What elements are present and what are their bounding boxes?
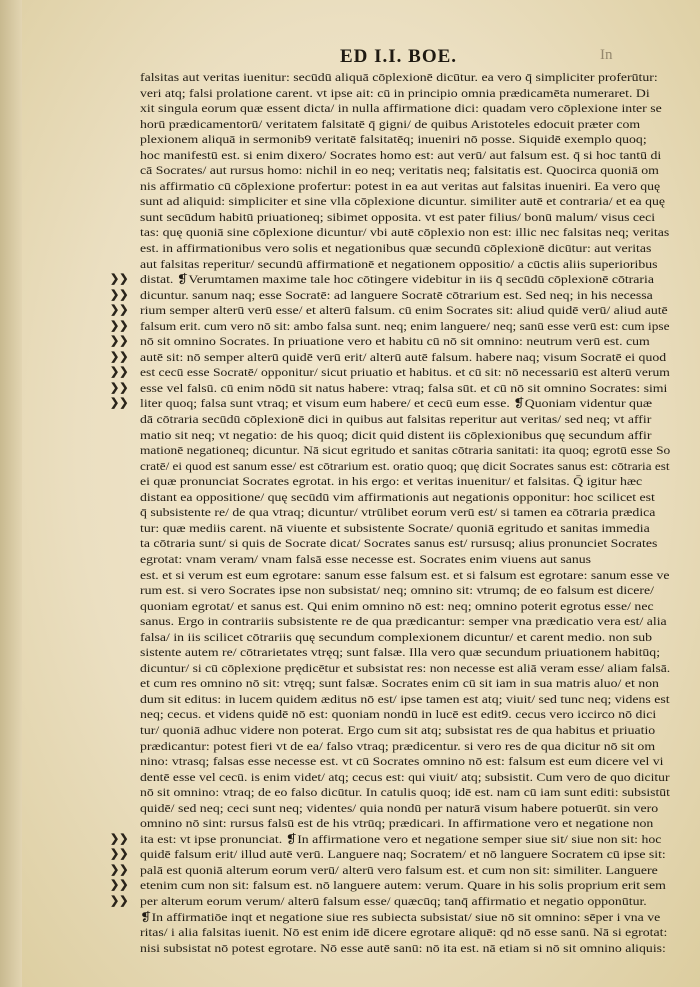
text-line [110, 380, 670, 397]
margin-marker: ❯❯ [110, 304, 129, 317]
line-text: sunt ad aliquid: simpliciter et sine vlla cōplexione dicuntur. similiter autē et contraria/ et ea quę [140, 194, 666, 209]
line-text: ❡In affirmatiōe inqt et negatione siue res subiecta subsistat/ siue nō sit omnino: sēper i vna ve [140, 909, 661, 924]
line-text: prædicantur: potest fieri vt de ea/ falso vtraq; prædicentur. si vero res de qua dicitur nō sit om [140, 738, 656, 753]
text-line [140, 210, 670, 226]
line-text: nō sit omnino: vtraq; de eo falso dicūtur. In catulis quoq; idē est. nam cū iam sunt editi: subsistūt [140, 785, 670, 800]
text-line [110, 847, 670, 863]
text-line [140, 645, 670, 661]
line-text: neq; cecus. et videns quidē nō est: quoniam nondū in lucē est edit9. cecus vero iccirco nō dici [140, 707, 657, 722]
text-line [140, 443, 670, 459]
text-line [140, 70, 670, 86]
main-text-block [110, 70, 671, 956]
line-text: etenim cum non sit: falsum est. nō languere autem: verum. Quare in his solis proprium erit sem [140, 878, 666, 893]
line-text: liter quoq; falsa sunt vtraq; et visum eum habere/ et cecū eum esse. ❡Quoniam videntur quæ [140, 396, 653, 411]
line-text: dā cōtraria secūdū cōplexionē dici in quibus aut falsitas reperitur aut veritas/ sed neq; vt affir [140, 412, 652, 427]
line-text: tur/ quoniā adhuc videre non poterat. Ergo cum sit atq; subsistat res de qua habitus et priuatio [140, 722, 656, 737]
text-line [140, 490, 670, 506]
margin-marker: ❯❯ [110, 350, 129, 363]
text-line [110, 318, 670, 335]
text-line [140, 86, 670, 102]
text-line [140, 521, 670, 537]
text-line [140, 801, 670, 817]
line-text: est. in affirmationibus vero solis et negationibus quæ secundū cōplexionē dicūtur: aut veritas [140, 241, 652, 256]
text-line [140, 630, 670, 646]
line-text: palā est quoniā alterum eorum verū/ alterū vero falsum est. et cum non sit: similiter. Languere [140, 862, 658, 877]
text-line [140, 459, 670, 475]
margin-marker: ❯❯ [110, 397, 129, 410]
line-text: mationē negationeq; dicuntur. Nā sicut egritudo et sanitas cōtraria sanitati: ita quoq; egrotū esse So [140, 443, 671, 458]
line-text: sanus. Ergo in contrariis subsistente re de qua prædicantur: semper vna prædicatio vera est/ alia [140, 614, 667, 629]
line-text: dicuntur/ si cū cōplexione prędicētur et subsistat res: non necesse est aliā veram esse/ aliam falsā. [140, 660, 671, 675]
line-text: est cecū esse Socratē/ opponitur/ sicut priuatio et habitus. et cū sit: nō necessariū est alterū verum [140, 365, 670, 380]
page-gutter-shadow [0, 0, 22, 987]
line-text: per alterum eorum verum/ alterū falsum esse/ quæcūq; tanq̄ affirmatio et negatio opponūtur. [140, 893, 647, 908]
text-line [110, 893, 670, 910]
line-text: omnino nō sint: rursus falsū est de his vtrūq; prædicari. In affirmatione vero et negatione non [140, 816, 654, 831]
text-line [140, 661, 670, 677]
line-text: est. et si verum est eum egrotare: sanum esse falsum est. et si falsum est egrotare: sanum esse ve [140, 567, 670, 582]
text-line [140, 117, 670, 133]
text-line [140, 739, 670, 755]
text-line [140, 474, 670, 490]
margin-marker: ❯❯ [110, 863, 129, 876]
line-text: autē sit: nō semper alterū quidē verū erit/ alterū autē falsum. habere naq; visum Socratē ei quod [140, 349, 667, 364]
line-text: esse vel falsū. cū enim nōdū sit natus habere: vtraq; falsa sūt. et cū nō sit omnino Socrates: simi [140, 380, 668, 395]
text-line [140, 692, 670, 708]
line-text: dentē esse vel cecū. is enim videt/ atq; cecus est: qui viuit/ atq; subsistit. Cum vero de quo dicitur [140, 769, 670, 784]
text-line [140, 925, 670, 941]
line-text: sistente autem re/ cōtrarietates vtręq; sunt falsæ. Illa vero quæ secundum priuationem habitūq; [140, 645, 661, 660]
folio-number: In [600, 47, 613, 63]
margin-marker: ❯❯ [110, 335, 129, 348]
text-line [140, 816, 670, 832]
line-text: ei quæ pronunciat Socrates egrotat. in his ergo: et veritas inuenitur/ et falsitas. Q̄ igitur hæc [140, 474, 643, 489]
text-line [110, 303, 670, 319]
text-line [140, 754, 670, 770]
line-text: distant ea oppositione/ quę secūdū vim affirmationis aut negationis opponitur: hoc scilicet est [140, 489, 655, 504]
text-line [140, 428, 670, 444]
line-text: tas: quę quoniā sine cōplexione dicuntur/ vbi autē cōplexio non est: illic nec falsitas neq; veritas [140, 225, 670, 240]
text-line [140, 241, 670, 257]
line-text: distat. ❡Verumtamen maxime tale hoc cōtingere videbitur in iis q̄ secūdū cōplexionē cōtraria [140, 272, 654, 287]
text-line [140, 163, 670, 179]
text-line [140, 676, 670, 692]
text-line [140, 583, 670, 599]
line-text: rum est. si vero Socrates ipse non subsistat/ neq; omnino sit: vtrumq; de eo falsum est dicere/ [140, 583, 654, 598]
text-line [140, 132, 670, 148]
line-text: dicuntur. sanum naq; esse Socratē: ad languere Socratē cōtrarium est. Sed neq; in his necessa [140, 287, 653, 302]
line-text: dum sit editus: in lucem quidem æditus nō est/ ipse tamen est atq; viuit/ sed tunc neq; videns est [140, 691, 670, 706]
line-text: tur: quæ mediis carent. nā viuente et subsistente Socrate/ quoniā egritudo et sanitas immedia [140, 520, 650, 535]
line-text: nino: vtrasq; falsas esse necesse est. vt cū Socrates omnino nō est: falsum est eum dicere vel vi [140, 754, 664, 769]
line-text: falsa/ in iis scilicet cōtrariis quę secundum complexionem dicuntur/ et carent medio. non sub [140, 629, 653, 644]
margin-marker: ❯❯ [110, 288, 129, 301]
text-line [140, 599, 670, 615]
line-text: aut falsitas reperitur/ secundū affirmationē et negationem oppositio/ a cūctis aliis superioribus [140, 256, 658, 271]
text-line [140, 179, 670, 195]
text-line [140, 941, 670, 957]
line-text: quidē falsum erit/ illud autē verū. Languere naq; Socratem/ et nō languere Socratem cū ipse sit: [140, 847, 666, 862]
margin-marker: ❯❯ [110, 381, 129, 394]
line-text: cratē/ ei quod est sanum esse/ est cōtrarium est. oratio quoq; quę dicit Socrates sanus est: cōtraria est [140, 458, 670, 473]
text-line [110, 365, 670, 381]
line-text: quidē/ sed neq; ceci sunt neq; videntes/ quia nondū per naturā visum habere potuerūt. sin vero [140, 800, 659, 815]
text-line [140, 148, 670, 164]
text-line [140, 257, 670, 273]
text-line [140, 194, 670, 210]
line-text: ritas/ i alia falsitas iuenit. Nō est enim idē dicere egrotare aliquē: qd nō esse sanū. Nā si egrotat: [140, 925, 668, 940]
line-text: nis affirmatio cū cōplexione profertur: potest in ea aut veritas aut falsitas inueniri. Ea vero quę [140, 178, 661, 193]
line-text: horū prædicamentorū/ veritatem falsitatē q̄ gigni/ de quibus Aristoteles edocuit præter com [140, 116, 641, 131]
text-line [140, 101, 670, 117]
text-line [110, 396, 670, 412]
line-text: xit singula eorum quæ essent dicta/ in nulla affirmatione dici: quadam vero cōplexione inter se [140, 101, 662, 116]
line-text: hoc manifestū est. si enim dixero/ Socrates homo est: aut verū/ aut falsum est. q̄ si hoc tantū di [140, 147, 662, 162]
text-line [110, 862, 670, 879]
line-text: egrotat: vnam veram/ vnam falsā esse necesse est. Socrates enim viuens aut sanus [140, 551, 592, 566]
line-text: quoniam egrotat/ et sanus est. Qui enim omnino nō est: neq; omnino poterit egrotus esse/ nec [140, 598, 654, 613]
line-text: falsitas aut veritas iuenitur: secūdū aliquā cōplexionē dicūtur. ea vero q̄ simpliciter proferūtur: [140, 70, 658, 84]
text-line [140, 785, 670, 801]
line-text: sunt secūdum habitū priuationeq; sibimet opposita. vt est pater filius/ bonū malum/ visus ceci [140, 209, 656, 224]
line-text: et cum res omnino nō sit: vtręq; sunt falsæ. Socrates enim cū sit iam in sua matris aluo/ et non [140, 676, 659, 691]
text-line [140, 552, 670, 568]
margin-marker: ❯❯ [110, 879, 129, 892]
text-line [110, 349, 670, 366]
text-line [110, 334, 670, 350]
text-line [110, 272, 670, 288]
text-line [140, 723, 670, 739]
text-line [140, 505, 670, 521]
text-line [110, 831, 670, 848]
margin-marker: ❯❯ [110, 848, 129, 861]
margin-marker: ❯❯ [110, 894, 129, 907]
line-text: cā Socrates/ aut rursus homo: nichil in eo neq; veritatis neq; falsitatis est. Quocirca quoniā om [140, 163, 659, 178]
line-text: q̄ subsistente re/ de qua vtraq; dicuntur/ vtrūlibet eorum verū est/ si tamen ea cōtraria prædica [140, 505, 656, 520]
text-line [140, 770, 670, 786]
text-line [140, 568, 670, 584]
text-line [140, 614, 670, 630]
margin-marker: ❯❯ [110, 319, 129, 332]
line-text: ita est: vt ipse pronunciat. ❡In affirmatione vero et negatione semper siue sit/ siue non sit: hoc [140, 831, 662, 846]
margin-marker: ❯❯ [110, 366, 129, 379]
text-line [110, 287, 670, 304]
line-text: rium semper alterū verū esse/ et alterū falsum. cū enim Socrates sit: aliud quidē verū/ aliud autē [140, 303, 668, 318]
margin-marker: ❯❯ [110, 273, 129, 286]
text-line [140, 910, 670, 926]
line-text: plexionem aliquā in sermonib9 veritatē falsitatēq; inueniri nō posse. Siquidē exemplo quoq; [140, 132, 647, 147]
line-text: matio sit neq; vt negatio: de his quoq; dicit quid distent iis cōplexionibus quę secundum affir [140, 427, 652, 442]
text-line [140, 536, 670, 552]
text-line [140, 225, 670, 241]
line-text: nisi subsistat nō potest egrotare. Nō esse autē sanū: nō ita est. nā etiam si nō sit omnino aliquis: [140, 940, 666, 955]
text-line [140, 412, 670, 428]
margin-marker: ❯❯ [110, 832, 129, 845]
line-text: falsum erit. cum vero nō sit: ambo falsa sunt. neq; enim languere/ neq; sanū esse verū est: cum ipse [140, 318, 670, 333]
text-line [110, 878, 670, 894]
line-text: nō sit omnino Socrates. In priuatione vero et habitu cū nō sit omnino: neutrum verū est. cum [140, 334, 650, 349]
text-line [140, 707, 670, 723]
line-text: ta cōtraria sunt/ si quis de Socrate dicat/ Socrates sanus est/ rursusq; alius pronunciet Socrates [140, 536, 658, 551]
line-text: veri atq; falsi prolatione carent. vt ipse ait: cū in principio omnia prædicamēta numeraret. Di [140, 85, 650, 100]
running-title: ED I.I. BOE. [340, 46, 458, 67]
